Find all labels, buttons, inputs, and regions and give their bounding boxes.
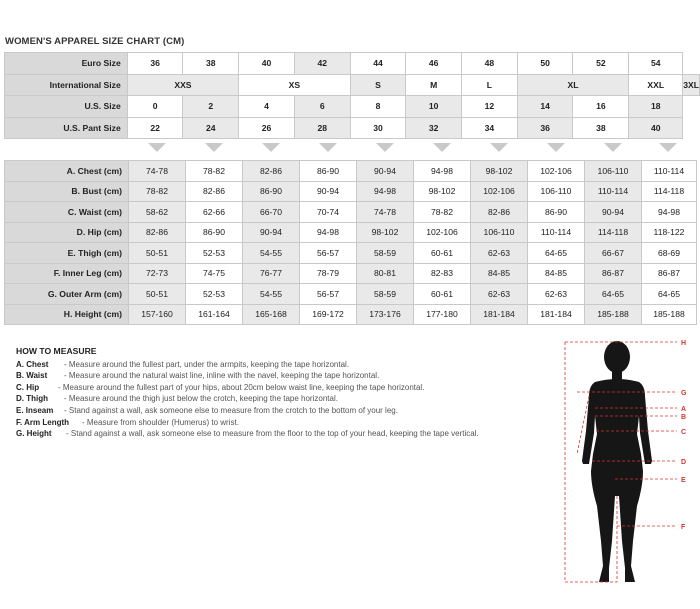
cell: 32 bbox=[406, 117, 462, 139]
cell: 94-98 bbox=[414, 161, 471, 182]
cell: 74-75 bbox=[186, 263, 243, 284]
cell: 78-82 bbox=[186, 161, 243, 182]
measure-item-arm-length bbox=[16, 417, 479, 429]
cell: 78-82 bbox=[414, 202, 471, 223]
cell: 90-94 bbox=[357, 161, 414, 182]
cell: 50-51 bbox=[129, 284, 186, 305]
row-us-pant-size bbox=[5, 117, 700, 139]
cell: 14 bbox=[517, 96, 573, 118]
cell: 74-78 bbox=[129, 161, 186, 182]
measure-item-hip bbox=[16, 382, 479, 394]
cell: 106-110 bbox=[585, 161, 642, 182]
cell: 78-82 bbox=[129, 181, 186, 202]
cell: 86-90 bbox=[300, 161, 357, 182]
chevron-down-icon bbox=[319, 143, 337, 152]
measure-key: A. Chest bbox=[16, 359, 49, 369]
measure-key: C. Hip bbox=[16, 382, 40, 392]
chevron-down-icon bbox=[433, 143, 451, 152]
size-table bbox=[4, 52, 700, 139]
measure-key: E. Inseam bbox=[16, 405, 54, 415]
cell: 181-184 bbox=[471, 304, 528, 325]
cell: 86-90 bbox=[186, 222, 243, 243]
label-e: E bbox=[681, 477, 686, 484]
cell: 24 bbox=[183, 117, 239, 139]
measurement-row bbox=[5, 202, 697, 223]
measure-item-thigh bbox=[16, 393, 479, 405]
cell: 98-102 bbox=[357, 222, 414, 243]
cell: 26 bbox=[239, 117, 295, 139]
cell: 60-61 bbox=[414, 243, 471, 264]
cell: M bbox=[406, 74, 462, 96]
measurement-row bbox=[5, 284, 697, 305]
label-d: D bbox=[681, 459, 687, 466]
cell: 58-59 bbox=[357, 284, 414, 305]
measure-key: B. Waist bbox=[16, 371, 48, 381]
cell: 50-51 bbox=[129, 243, 186, 264]
chevron-separator-row bbox=[4, 140, 696, 158]
figure-labels bbox=[681, 340, 687, 531]
cell: 62-66 bbox=[186, 202, 243, 223]
measure-desc: - Stand against a wall, ask someone else to measure from the crotch to the bottom of your leg. bbox=[64, 405, 398, 415]
cell: 62-63 bbox=[471, 243, 528, 264]
chevron-down-icon bbox=[262, 143, 280, 152]
cell: 66-67 bbox=[585, 243, 642, 264]
chevron-down-icon bbox=[148, 143, 166, 152]
cell: 58-59 bbox=[357, 243, 414, 264]
measurement-row bbox=[5, 222, 697, 243]
cell: 114-118 bbox=[585, 222, 642, 243]
measure-desc: - Measure around the fullest part of your hips, about 20cm below waist line, keeping the tape horizontal. bbox=[58, 382, 425, 392]
cell: 165-168 bbox=[243, 304, 300, 325]
cell: 90-94 bbox=[585, 202, 642, 223]
cell: 185-188 bbox=[585, 304, 642, 325]
cell: 6 bbox=[294, 96, 350, 118]
label-c: C bbox=[681, 429, 687, 436]
measure-item-chest bbox=[16, 359, 479, 371]
label-g: G bbox=[681, 390, 687, 397]
measurement-row bbox=[5, 263, 697, 284]
cell: 110-114 bbox=[528, 222, 585, 243]
cell: 84-85 bbox=[471, 263, 528, 284]
measure-desc: - Measure around the natural waist line, inline with the navel, keeping the tape horizontal. bbox=[64, 371, 380, 381]
cell: 64-65 bbox=[528, 243, 585, 264]
measure-key: F. Arm Length bbox=[16, 417, 70, 427]
measure-item-inseam bbox=[16, 405, 479, 417]
cell: 0 bbox=[127, 96, 183, 118]
cell: 82-83 bbox=[414, 263, 471, 284]
label-b: B bbox=[681, 414, 687, 421]
cell: 86-87 bbox=[642, 263, 697, 284]
cell: 90-94 bbox=[300, 181, 357, 202]
silhouette-diagram bbox=[555, 336, 695, 604]
cell: 62-63 bbox=[528, 284, 585, 305]
measure-desc: - Stand against a wall, ask someone else to measure from the floor to the top of your head, keeping the tape vertical. bbox=[66, 429, 479, 439]
cell: 34 bbox=[462, 117, 518, 139]
chevron-down-icon bbox=[376, 143, 394, 152]
label-h: H bbox=[681, 340, 687, 347]
chevron-down-icon bbox=[205, 143, 223, 152]
measure-desc: - Measure around the fullest part, under the armpits, keeping the tape horizontal. bbox=[64, 359, 350, 369]
cell: 86-90 bbox=[243, 181, 300, 202]
cell: 98-102 bbox=[471, 161, 528, 182]
cell: 12 bbox=[462, 96, 518, 118]
cell: 110-114 bbox=[585, 181, 642, 202]
cell: 102-106 bbox=[471, 181, 528, 202]
cell: 56-57 bbox=[300, 243, 357, 264]
woman-silhouette bbox=[582, 341, 652, 582]
chevron-down-icon bbox=[547, 143, 565, 152]
row-international-size bbox=[5, 74, 700, 96]
cell: S bbox=[350, 74, 406, 96]
measurement-table bbox=[4, 160, 697, 325]
measure-key: G. Height bbox=[16, 429, 52, 439]
cell: 82-86 bbox=[129, 222, 186, 243]
measurement-row bbox=[5, 304, 697, 325]
cell: 18 bbox=[629, 96, 683, 118]
cell: 36 bbox=[127, 53, 183, 75]
cell: L bbox=[462, 74, 518, 96]
cell: 102-106 bbox=[528, 161, 585, 182]
cell: 181-184 bbox=[528, 304, 585, 325]
cell: 60-61 bbox=[414, 284, 471, 305]
cell: 94-98 bbox=[300, 222, 357, 243]
cell: 82-86 bbox=[471, 202, 528, 223]
cell: 161-164 bbox=[186, 304, 243, 325]
cell: 48 bbox=[462, 53, 518, 75]
cell: 10 bbox=[406, 96, 462, 118]
cell: XL bbox=[517, 74, 628, 96]
cell: 169-172 bbox=[300, 304, 357, 325]
cell: 38 bbox=[183, 53, 239, 75]
measure-item-waist bbox=[16, 370, 479, 382]
cell: 64-65 bbox=[585, 284, 642, 305]
cell: 82-86 bbox=[243, 161, 300, 182]
cell: 40 bbox=[239, 53, 295, 75]
cell: 106-110 bbox=[528, 181, 585, 202]
cell: 185-188 bbox=[642, 304, 697, 325]
cell: 94-98 bbox=[357, 181, 414, 202]
cell: 54-55 bbox=[243, 284, 300, 305]
row-label: U.S. Pant Size bbox=[5, 117, 128, 139]
cell: 46 bbox=[406, 53, 462, 75]
cell: 44 bbox=[350, 53, 406, 75]
cell: XXS bbox=[127, 74, 238, 96]
label-f: F bbox=[681, 524, 686, 531]
cell: 4 bbox=[239, 96, 295, 118]
cell: 38 bbox=[573, 117, 629, 139]
measure-key: D. Thigh bbox=[16, 394, 48, 404]
cell: 98-102 bbox=[414, 181, 471, 202]
cell: 52-53 bbox=[186, 284, 243, 305]
row-label: Euro Size bbox=[5, 53, 128, 75]
cell: 74-78 bbox=[357, 202, 414, 223]
cell: 3XL bbox=[683, 74, 700, 96]
cell: 66-70 bbox=[243, 202, 300, 223]
cell: 58-62 bbox=[129, 202, 186, 223]
measurement-row bbox=[5, 161, 697, 182]
row-label: A. Chest (cm) bbox=[5, 161, 129, 182]
cell: 62-63 bbox=[471, 284, 528, 305]
row-label: C. Waist (cm) bbox=[5, 202, 129, 223]
row-label: B. Bust (cm) bbox=[5, 181, 129, 202]
cell: 86-90 bbox=[528, 202, 585, 223]
row-label: F. Inner Leg (cm) bbox=[5, 263, 129, 284]
cell: 16 bbox=[573, 96, 629, 118]
cell: 22 bbox=[127, 117, 183, 139]
row-label: G. Outer Arm (cm) bbox=[5, 284, 129, 305]
cell: 118-122 bbox=[642, 222, 697, 243]
cell: 110-114 bbox=[642, 161, 697, 182]
cell: 177-180 bbox=[414, 304, 471, 325]
cell: 102-106 bbox=[414, 222, 471, 243]
cell: 52-53 bbox=[186, 243, 243, 264]
cell: 56-57 bbox=[300, 284, 357, 305]
cell: 94-98 bbox=[642, 202, 697, 223]
cell: 90-94 bbox=[243, 222, 300, 243]
cell: 114-118 bbox=[642, 181, 697, 202]
cell: 78-79 bbox=[300, 263, 357, 284]
cell: 86-87 bbox=[585, 263, 642, 284]
cell: 70-74 bbox=[300, 202, 357, 223]
cell: 76-77 bbox=[243, 263, 300, 284]
row-label: D. Hip (cm) bbox=[5, 222, 129, 243]
chart-title: WOMEN'S APPAREL SIZE CHART (CM) bbox=[5, 36, 185, 47]
measurement-row bbox=[5, 243, 697, 264]
measure-item-height bbox=[16, 428, 479, 440]
how-to-measure bbox=[16, 346, 479, 440]
cell: 80-81 bbox=[357, 263, 414, 284]
cell: 50 bbox=[517, 53, 573, 75]
chevron-down-icon bbox=[604, 143, 622, 152]
measurement-row bbox=[5, 181, 697, 202]
measure-desc: - Measure around the thigh just below the crotch, keeping the tape horizontal. bbox=[64, 394, 338, 404]
row-label: H. Height (cm) bbox=[5, 304, 129, 325]
cell: 52 bbox=[573, 53, 629, 75]
label-a: A bbox=[681, 406, 687, 413]
cell: 82-86 bbox=[186, 181, 243, 202]
cell: 8 bbox=[350, 96, 406, 118]
cell: 72-73 bbox=[129, 263, 186, 284]
cell: 40 bbox=[629, 117, 683, 139]
cell: 68-69 bbox=[642, 243, 697, 264]
cell: 54-55 bbox=[243, 243, 300, 264]
cell: 106-110 bbox=[471, 222, 528, 243]
cell: 36 bbox=[517, 117, 573, 139]
row-label: U.S. Size bbox=[5, 96, 128, 118]
row-label: International Size bbox=[5, 74, 128, 96]
cell: 64-65 bbox=[642, 284, 697, 305]
cell: 42 bbox=[294, 53, 350, 75]
cell: 157-160 bbox=[129, 304, 186, 325]
body-measurement-figure bbox=[555, 336, 695, 604]
cell: 84-85 bbox=[528, 263, 585, 284]
measure-desc: - Measure from shoulder (Humerus) to wrist. bbox=[82, 417, 239, 427]
cell: 54 bbox=[629, 53, 683, 75]
chevron-down-icon bbox=[659, 143, 677, 152]
row-us-size bbox=[5, 96, 700, 118]
row-euro-size bbox=[5, 53, 700, 75]
row-label: E. Thigh (cm) bbox=[5, 243, 129, 264]
cell: XS bbox=[239, 74, 350, 96]
chevron-down-icon bbox=[490, 143, 508, 152]
cell: 30 bbox=[350, 117, 406, 139]
cell: 2 bbox=[183, 96, 239, 118]
cell: XXL bbox=[629, 74, 683, 96]
cell: 173-176 bbox=[357, 304, 414, 325]
how-to-measure-heading: HOW TO MEASURE bbox=[16, 346, 97, 356]
cell: 28 bbox=[294, 117, 350, 139]
